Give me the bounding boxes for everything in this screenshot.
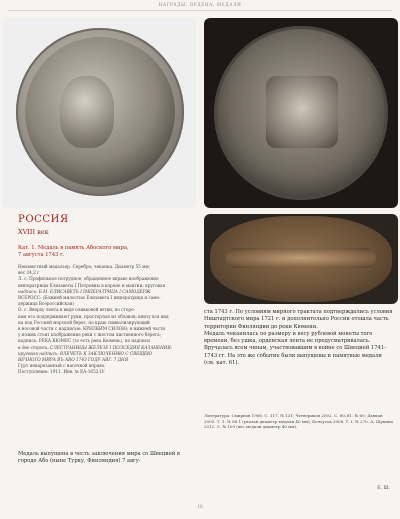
meta-line: у ножек стоит изображение реки с жестом лиственного берега; [18, 332, 162, 338]
meta-line: О. с. Вверху лента в виде оливковой ветви, по сторо- [18, 307, 136, 313]
detail-band [226, 248, 376, 268]
meta-line: ВЕЧНОГО МИРА ВЪ АВО 1743 ГОДУ АВГ. 7 ДНЯ [18, 357, 129, 363]
medal-obverse-image [2, 18, 196, 208]
reverse-emblem [266, 76, 338, 148]
meta-line: Гурт ненарезанный с насечкой вправо. [18, 363, 106, 369]
main-text-left: Медаль выпущена в честь заключения мира со Швецией в городе Або (ныне Турку, Финляндия) 7 авгу- [18, 451, 180, 465]
page-number: 18 [197, 504, 203, 509]
section-title: РОССИЯ [18, 214, 69, 225]
medal-detail-image [204, 214, 398, 304]
running-header: НАГРАДЫ, ОРДЕНА, МЕДАЛИ [158, 2, 242, 7]
meta-line: Л. с. Профильное погрудное, обращенное вправо изображение [18, 276, 159, 282]
meta-line: держица Всероссийская) [18, 301, 75, 307]
main-text-right: ста 1743 г. По условиям мирного трактата подтверждались условия Ништадтского мира 1721 г. и дополнительно России отошла часть территории Финляндии до реки Кюмени. Медаль чеканилась по размеру и весу рублевой монеты того времени, без ушка, орденская лента не предусматривалась. Вручалась всем чинам, участвовавшим в войне со Швецией 1741–1743 гг. На это же событие были выпущены и памятные медали (см. кат. 61). [204, 309, 393, 367]
portrait-bust [60, 76, 114, 148]
meta-line: круговая надпись: ВЛЕЧЕТЪ К ЗАКЛЮЧЕНИЮ С СВЕЩЕЮ [18, 350, 153, 356]
meta-line: надпись: РЕКА КЮМЕС (то есть река Кюмень), на надписи [18, 338, 150, 344]
meta-line: нам его поддерживают руки, простертые из облаков; внизу вся вид [18, 313, 169, 319]
meta-line: в две строки: СЛЕСТРАНИЦЫ ЖЕЛЕЗЕ I ПОЛСЕДИЯ КАЗАНЕНИЯ; [18, 344, 173, 350]
catalog-heading: Кат. 1. Медаль в память Абоского мира, 7 августа 1743 г. [18, 245, 129, 259]
literature: Литература: Смирнов 1908. С. 117. № 131; Четвериков 2002. С. 80–81. № 60; Дьяков 2005. Т. 1. № 88.1 (указан диаметр медали 40 мм); Белоусов 2008. Т. I. № 270. А; Щукина 2012. С. № 109 (вес медали диаметр 40 мм). [204, 413, 394, 430]
meta-line: Неизвестный медальер. Серебро; чеканка. Диаметр 55 мм; [18, 264, 151, 269]
medal-reverse-image [204, 18, 398, 208]
meta-line: Поступление: 1911. Инв. № ЕА-1652-IV [18, 369, 105, 375]
meta-line: ВСЕРОСС: (Божией милостью Елизавета I императрица и само- [18, 295, 161, 301]
author-initials: Е. Ш. [377, 486, 390, 491]
header-rule [8, 10, 392, 11]
meta-line: императрицы Елизаветы I Петровны в короне и мантии; круговая [18, 282, 166, 288]
meta-line: в носовой части с надписью: КРЕПКИМ СИЛОЮ; в нижней части [18, 326, 166, 332]
century-heading: XVIII век [18, 228, 49, 236]
meta-line: на под Россией морской берег, по краю символизирующий [18, 319, 150, 325]
catalog-metadata [18, 264, 188, 376]
meta-line: вес 24,2 г [18, 270, 40, 276]
meta-line: надпись: Б.М. ЕЛИСАВЕТЪ I IМПЕРАТРИЦА I САМОДЕРЖ- [18, 288, 152, 294]
